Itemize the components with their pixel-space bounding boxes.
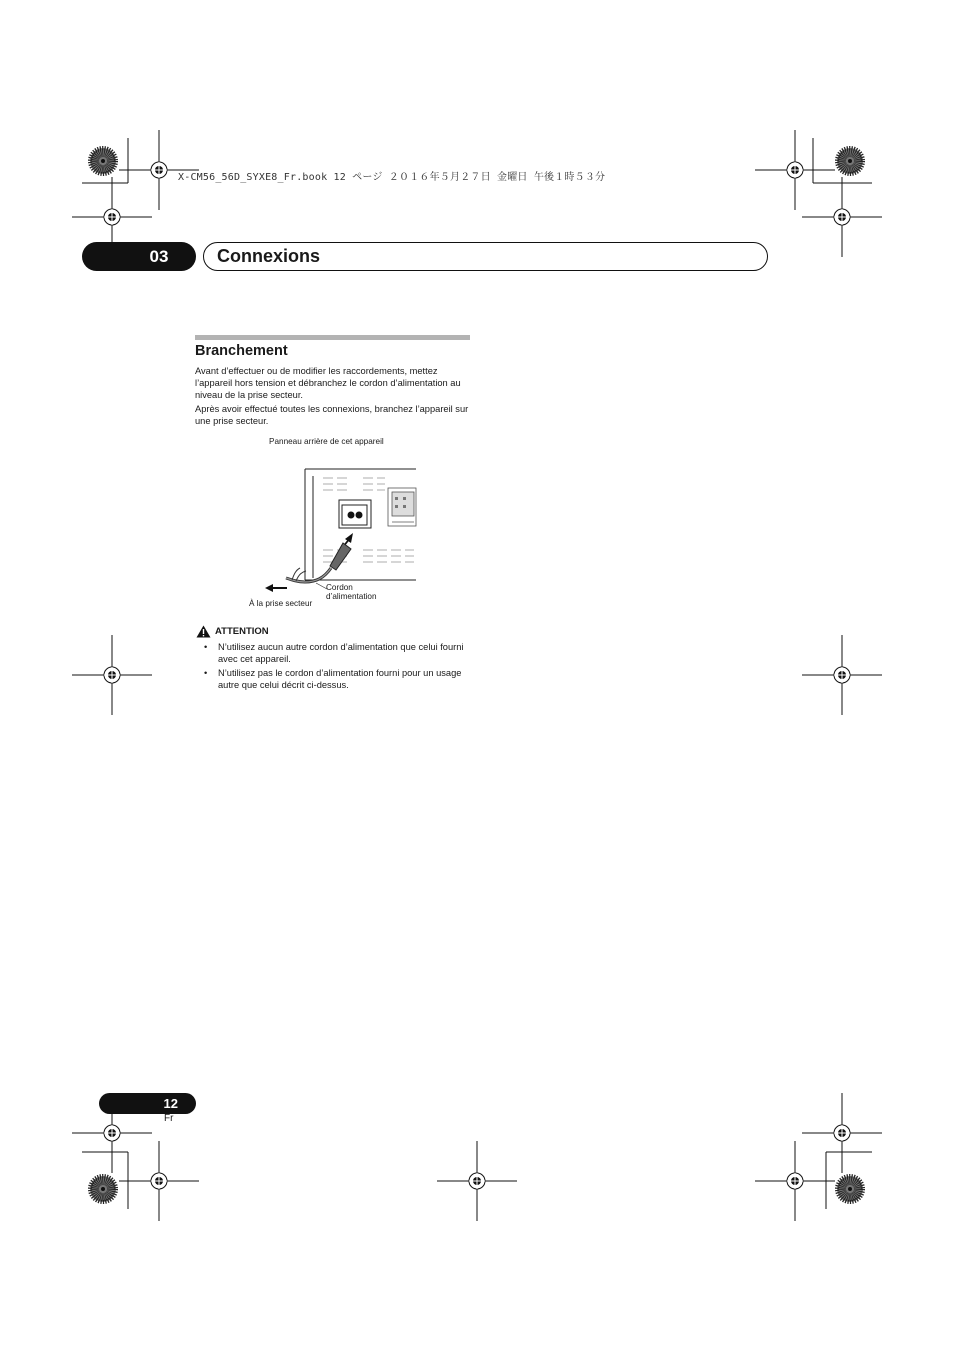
attention-list [200,641,475,693]
section-paragraph-2: Après avoir effectué toutes les connexions, branchez l’appareil sur une prise secteur. [195,404,469,426]
chapter-title: Connexions [217,246,321,266]
label-outlet: À la prise secteur [249,599,313,608]
warning-triangle-icon [196,625,211,638]
label-cord-line1: Cordon [326,583,353,592]
page-language: Fr [164,1113,174,1124]
section-title: Branchement [195,343,288,359]
attention-heading [196,625,269,638]
attention-item: • N’utilisez pas le cordon d’alimentation fourni pour un usage autre que celui décrit ci-dessus. [200,667,475,691]
page-number: 12 [99,1093,196,1114]
attention-label: ATTENTION [215,626,269,637]
print-header: X-CM56_56D_SYXE8_Fr.book 12 ページ ２０１６年５月２７日 金曜日 午後１時５３分 [178,172,606,183]
chapter-number: 03 [82,242,196,271]
section-paragraph-1: Avant d’effectuer ou de modifier les raccordements, mettez l’appareil hors tension et débranchez le cordon d’alimentation au niveau de la prise secteur. [195,366,461,400]
figure-caption: Panneau arrière de cet appareil [269,437,384,446]
label-cord-line2: d’alimentation [326,592,377,601]
attention-item: • N’utilisez aucun autre cordon d’alimentation que celui fourni avec cet appareil. [200,641,475,665]
